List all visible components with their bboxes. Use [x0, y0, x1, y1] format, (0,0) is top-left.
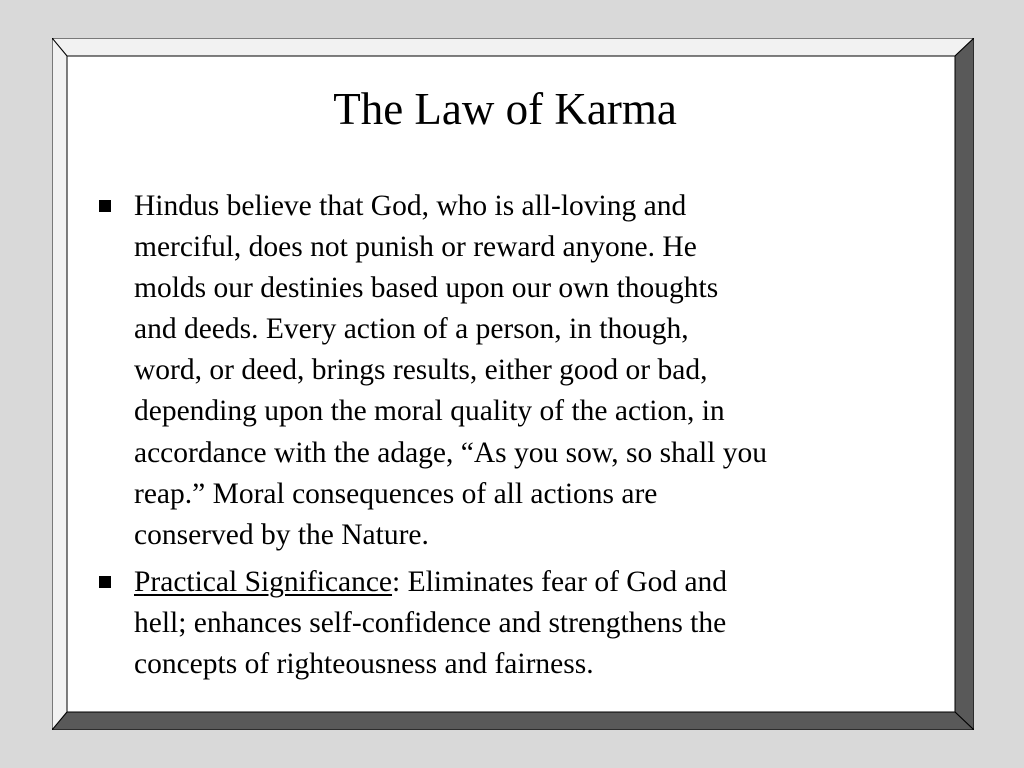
practical-significance-heading: Practical Significance: [134, 565, 393, 598]
bullet-list: [96, 186, 976, 691]
bullet-1-line-3: molds our destinies based upon our own thoughts: [134, 272, 719, 305]
slide-title: The Law of Karma: [333, 84, 677, 134]
bullet-1-line-5: word, or deed, brings results, either good or bad,: [134, 354, 708, 387]
bullet-1-line-1: Hindus believe that God, who is all-loving and: [134, 190, 687, 222]
square-bullet-icon: [99, 200, 111, 212]
bullet-2-line-1-rest: : Eliminates fear of God and: [392, 565, 728, 598]
bullet-1-line-9: conserved by the Nature.: [134, 518, 429, 551]
bullet-1-line-8: reap.” Moral consequences of all actions are: [134, 477, 658, 510]
bullet-2-line-1: [134, 562, 976, 603]
bullet-1-line-7: accordance with the adage, “As you sow, so shall you: [134, 436, 767, 469]
bullet-2-line-2: hell; enhances self-confidence and strengthens the: [134, 606, 727, 639]
bullet-item-karma-belief: [96, 186, 976, 556]
square-bullet-icon: [99, 576, 111, 588]
bullet-2-line-3: concepts of righteousness and fairness.: [134, 648, 594, 681]
bullet-item-practical-significance: [96, 562, 976, 685]
bullet-1-line-4: and deeds. Every action of a person, in though,: [134, 313, 689, 346]
bullet-1-line-6: depending upon the moral quality of the action, in: [134, 395, 725, 428]
bullet-1-line-2: merciful, does not punish or reward anyone. He: [134, 231, 697, 264]
